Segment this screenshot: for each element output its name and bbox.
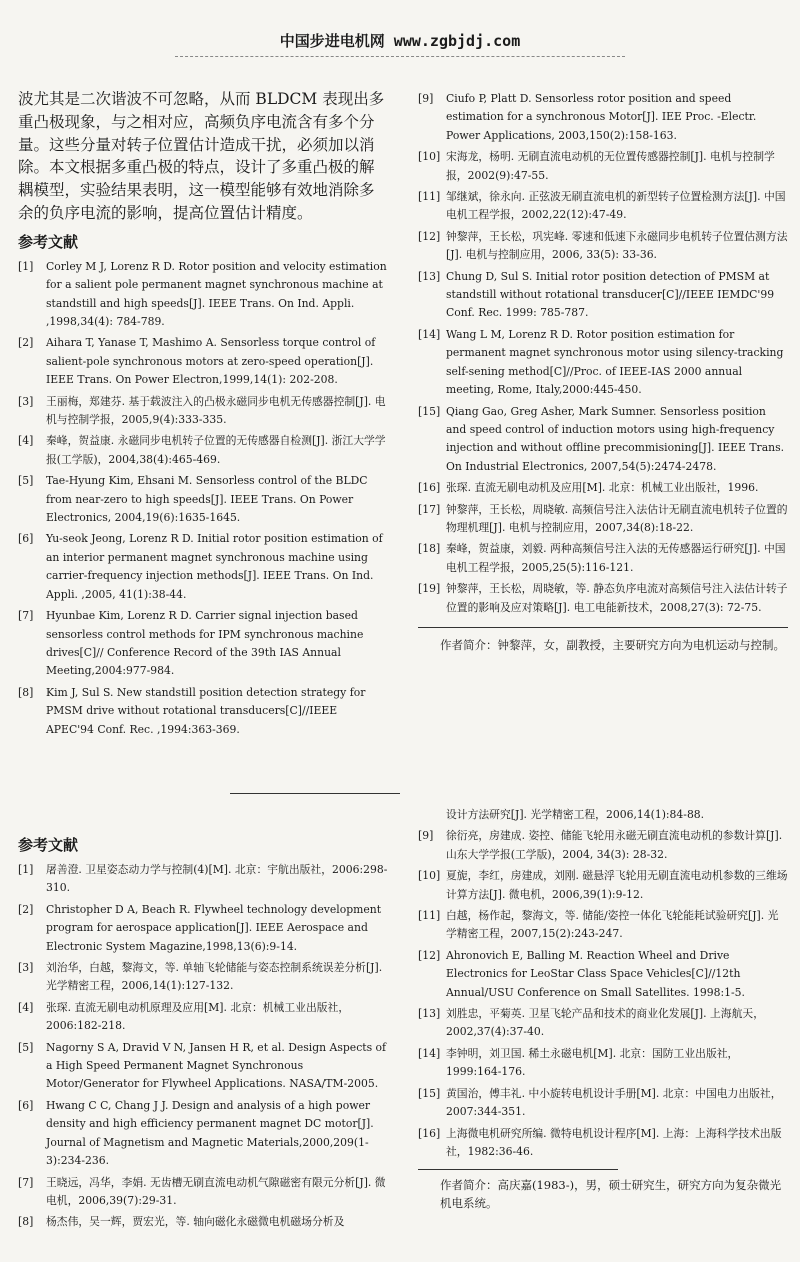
reference-item (418, 148, 788, 185)
reference-number: [6] (18, 1098, 34, 1112)
reference-text: 钟黎萍，王长松，周晓敏. 高频信号注入法估计无刷直流电机转子位置的物理机理[J]. 电机与控制应用，2007,34(8):18-22. (446, 502, 788, 534)
reference-item (18, 258, 388, 332)
body-paragraph: 波尤其是二次谐波不可忽略，从而 BLDCM 表现出多重凸极现象，与之相对应，高频负序电流含有多个分量。这些分量对转子位置估计造成干扰，必须加以消除。本文根据多重凸极的特点，设计了多重凸极的解耦模型，实验结果表明，这一模型能够有效地消除多余的负序电流的影响，提高位置估计精度。 (18, 90, 385, 222)
reference-item (18, 1213, 388, 1231)
reference-text: 黄国治，傅丰礼. 中小旋转电机设计手册[M]. 北京：中国电力出版社，2007:344-351. (446, 1086, 782, 1119)
author-divider (418, 1169, 618, 1170)
reference-number: [2] (18, 902, 34, 916)
reference-item (418, 403, 788, 477)
top-left-column (18, 88, 388, 742)
top-right-column (418, 90, 788, 654)
reference-item (18, 861, 388, 898)
reference-item (18, 472, 388, 527)
reference-text: Hyunbae Kim, Lorenz R D. Carrier signal injection based sensorless control methods for IPM synchronous machine drives[C]// Conference Record of the 39th IAS Annual Meeting,2004:977-984. (46, 609, 364, 678)
reference-item (418, 188, 788, 225)
author-divider (418, 627, 788, 628)
reference-item (418, 540, 788, 577)
reference-text: 王晓远，冯华，李娟. 无齿槽无刷直流电动机气隙磁密有限元分析[J]. 微电机，2006,39(7):29-31. (46, 1175, 386, 1207)
site-header: 中国步进电机网 www.zgbjdj.com (279, 32, 521, 50)
reference-text: Corley M J, Lorenz R D. Rotor position and velocity estimation for a salient pole permanent magnet synchronous machine at standstill and high speeds[J]. IEEE Trans. On Ind. Appli. ,1998,34(4): 784-789. (46, 259, 387, 328)
reference-list (418, 827, 788, 1161)
reference-number: [6] (18, 532, 34, 546)
reference-text: 秦峰，贺益康，刘毅. 两种高频信号注入法的无传感器运行研究[J]. 中国电机工程学报，2005,25(5):116-121. (446, 542, 786, 574)
reference-number: [9] (418, 92, 434, 105)
reference-text: 王丽梅，郑建芬. 基于载波注入的凸极永磁同步电机无传感器控制[J]. 电机与控制学报，2005,9(4):333-335. (46, 394, 386, 427)
reference-number: [4] (18, 434, 34, 448)
reference-text: Christopher D A, Beach R. Flywheel technology development program for aerospace application[J]. IEEE Aerospace and Electronic System Magazine,1998,13(6):9-14. (46, 902, 382, 953)
reference-text: Qiang Gao, Greg Asher, Mark Sumner. Sensorless position and speed control of induction motors using high-frequency injection and without offline precommisioning[J]. IEEE Trans. On Industrial Electronics, 2007,54(5):2474-2478. (446, 404, 785, 473)
reference-item (18, 607, 388, 681)
reference-number: [7] (18, 609, 34, 623)
reference-number: [16] (418, 1126, 441, 1140)
reference-text: 夏旎，李红，房建成，刘刚. 磁悬浮飞轮用无刷直流电动机参数的三维场计算方法[J]. 微电机，2006,39(1):9-12. (446, 869, 788, 901)
reference-item (18, 999, 388, 1036)
reference-text: Kim J, Sul S. New standstill position detection strategy for PMSM drive without rotational transducers[C]//IEEE APEC'94 Conf. Rec. ,1994:363-369. (46, 685, 366, 736)
reference-item (418, 580, 788, 617)
reference-number: [3] (18, 961, 34, 975)
reference-text: Nagorny S A, Dravid V N, Jansen H R, et al. Design Aspects of a High Speed Permanent Magnet Synchronous Motor/Generator for Flywheel Applications. NASA/TM-2005. (46, 1040, 387, 1091)
reference-text: Tae-Hyung Kim, Ehsani M. Sensorless control of the BLDC from near-zero to high speeds[J]. IEEE Trans. On Power Electronics, 2004,19(6):1635-1645. (46, 474, 368, 525)
reference-text: 钟黎萍，王长松，巩宪峰. 零速和低速下永磁同步电机转子位置估测方法[J]. 电机与控制应用，2006, 33(5): 33-36. (446, 229, 788, 262)
reference-number: [15] (418, 1086, 441, 1100)
reference-text: Ciufo P, Platt D. Sensorless rotor position and speed estimation for a synchronous Motor[J]. IEE Proc. -Electr. Power Applications, 2003,150(2):158-163. (446, 92, 757, 142)
reference-number: [10] (418, 869, 441, 883)
author-note: 作者简介：钟黎萍，女，副教授，主要研究方向为电机运动与控制。 (440, 637, 785, 652)
reference-item (418, 228, 788, 265)
reference-number: [12] (418, 229, 441, 243)
reference-number: [10] (418, 150, 441, 164)
reference-text: Yu-seok Jeong, Lorenz R D. Initial rotor position estimation of an interior permanent magnet synchronous machine using carrier-frequency injection methods[J]. IEEE Trans. On Ind. Appli. ,2005, 41(1):38-44. (46, 532, 383, 601)
reference-item (18, 530, 388, 604)
reference-number: [5] (18, 474, 34, 488)
reference-text: 钟黎萍，王长松，周晓敏，等. 静态负序电流对高频信号注入法估计转子位置的影响及应对策略[J]. 电工电能新技术，2008,27(3): 72-75. (446, 582, 788, 614)
reference-number: [8] (18, 1215, 34, 1229)
reference-number: [2] (18, 336, 34, 350)
reference-text: 宋海龙，杨明. 无刷直流电动机的无位置传感器控制[J]. 电机与控制学报，2002(9):47-55. (446, 150, 775, 182)
reference-number: [11] (418, 190, 441, 204)
reference-text: 设计方法研究[J]. 光学精密工程，2006,14(1):84-88. (446, 808, 705, 821)
reference-item (418, 1005, 788, 1042)
references-heading: 参考文献 (18, 232, 79, 251)
reference-number: [17] (418, 502, 441, 516)
bottom-right-column (418, 806, 788, 1212)
reference-text: 杨杰伟，吴一辉，贾宏光，等. 轴向磁化永磁微电机磁场分析及 (46, 1215, 345, 1229)
reference-item (18, 684, 388, 739)
references-heading: 参考文献 (18, 836, 79, 854)
reference-text: 刘胜忠，平菊英. 卫星飞轮产品和技术的商业化发展[J]. 上海航天，2002,37(4):37-40. (446, 1007, 764, 1039)
reference-item (18, 1039, 388, 1094)
reference-item (18, 901, 388, 956)
reference-number: [9] (418, 829, 434, 843)
reference-number: [12] (418, 948, 441, 962)
reference-text: 上海微电机研究所编. 微特电机设计程序[M]. 上海：上海科学技术出版社，1982:36-46. (446, 1126, 782, 1158)
author-note: 作者简介：高庆嘉(1983-)，男，硕士研究生，研究方向为复杂微光机电系统。 (440, 1178, 782, 1211)
reference-text: Ahronovich E, Balling M. Reaction Wheel and Drive Electronics for LeoStar Class Space Vehicles[C]//12th Annual/USU Conference on Small Satellites. 1998:1-5. (446, 948, 745, 999)
reference-text: Hwang C C, Chang J J. Design and analysis of a high power density and high efficiency permanent magnet DC motor[J]. Journal of Magnetism and Magnetic Materials,2000,209(1-3):234-236. (46, 1098, 374, 1168)
reference-number: [16] (418, 481, 441, 495)
reference-item (18, 1097, 388, 1171)
reference-number: [5] (18, 1040, 34, 1054)
reference-number: [15] (418, 404, 441, 418)
reference-item (418, 268, 788, 323)
reference-item (418, 501, 788, 538)
reference-item (18, 959, 388, 996)
reference-list (18, 861, 388, 1232)
reference-text: Wang L M, Lorenz R D. Rotor position estimation for permanent magnet synchronous motor using silency-tracking self-sening method[C]//Proc. of IEEE-IAS 2000 annual meeting, Rome, Italy,2000:445-450. (446, 327, 784, 397)
reference-item (18, 432, 388, 469)
header-divider (175, 56, 625, 57)
reference-item (18, 1174, 388, 1211)
reference-item (418, 479, 788, 497)
reference-item (418, 90, 788, 145)
reference-text: 徐衍亮，房建成. 姿控、储能飞轮用永磁无刷直流电动机的参数计算[J]. 山东大学学报(工学版)，2004, 34(3): 28-32. (446, 829, 783, 861)
reference-number: [8] (18, 685, 34, 699)
reference-number: [11] (418, 909, 441, 923)
reference-item (418, 1085, 788, 1122)
reference-number: [3] (18, 394, 34, 408)
reference-number: [14] (418, 1046, 441, 1060)
reference-number: [13] (418, 1007, 441, 1021)
reference-item (418, 827, 788, 864)
reference-text: 秦峰，贺益康. 永磁同步电机转子位置的无传感器自检测[J]. 浙江大学学报(工学版)，2004,38(4):465-469. (46, 434, 386, 466)
reference-number: [1] (18, 863, 34, 876)
reference-item (418, 947, 788, 1002)
reference-item (418, 326, 788, 400)
reference-text: 白越，杨作起，黎海文，等. 储能/姿控一体化飞轮能耗试验研究[J]. 光学精密工程，2007,15(2):243-247. (446, 909, 779, 941)
reference-item (18, 334, 388, 389)
reference-text: 邹继斌，徐永向. 正弦波无刷直流电机的新型转子位置检测方法[J]. 中国电机工程学报，2002,22(12):47-49. (446, 190, 786, 222)
reference-item (418, 907, 788, 944)
reference-number: [4] (18, 1000, 34, 1014)
reference-number: [1] (18, 259, 34, 273)
article-divider (230, 793, 400, 794)
reference-continuation (418, 806, 788, 824)
reference-text: Chung D, Sul S. Initial rotor position detection of PMSM at standstill without rotational transducer[C]//IEEE IEMDC'99 Conf. Rec. 1999: 785-787. (446, 269, 775, 320)
reference-list (418, 90, 788, 617)
reference-number: [18] (418, 542, 441, 556)
reference-item (418, 1125, 788, 1162)
reference-number: [14] (418, 327, 441, 341)
reference-number: [19] (418, 582, 441, 596)
reference-list (18, 258, 388, 739)
reference-text: 屠善澄. 卫星姿态动力学与控制(4)[M]. 北京：宇航出版社，2006:298-310. (46, 863, 388, 895)
reference-text: 张琛. 直流无刷电动机原理及应用[M]. 北京：机械工业出版社，2006:182-218. (46, 1000, 350, 1033)
reference-number: [7] (18, 1175, 34, 1189)
reference-number: [13] (418, 269, 441, 283)
reference-item (418, 1045, 788, 1082)
reference-text: 张琛. 直流无刷电动机及应用[M]. 北京：机械工业出版社，1996. (446, 481, 759, 495)
reference-item (18, 393, 388, 430)
reference-text: 李钟明，刘卫国. 稀土永磁电机[M]. 北京：国防工业出版社，1999:164-176. (446, 1046, 739, 1079)
reference-text: 刘治华，白越，黎海文，等. 单轴飞轮储能与姿态控制系统误差分析[J]. 光学精密工程，2006,14(1):127-132. (46, 961, 383, 993)
reference-item (418, 867, 788, 904)
bottom-left-column (18, 828, 388, 1235)
reference-text: Aihara T, Yanase T, Mashimo A. Sensorless torque control of salient-pole synchronous motors at zero-speed operation[J]. IEEE Trans. On Power Electron,1999,14(1): 202-208. (46, 336, 376, 387)
